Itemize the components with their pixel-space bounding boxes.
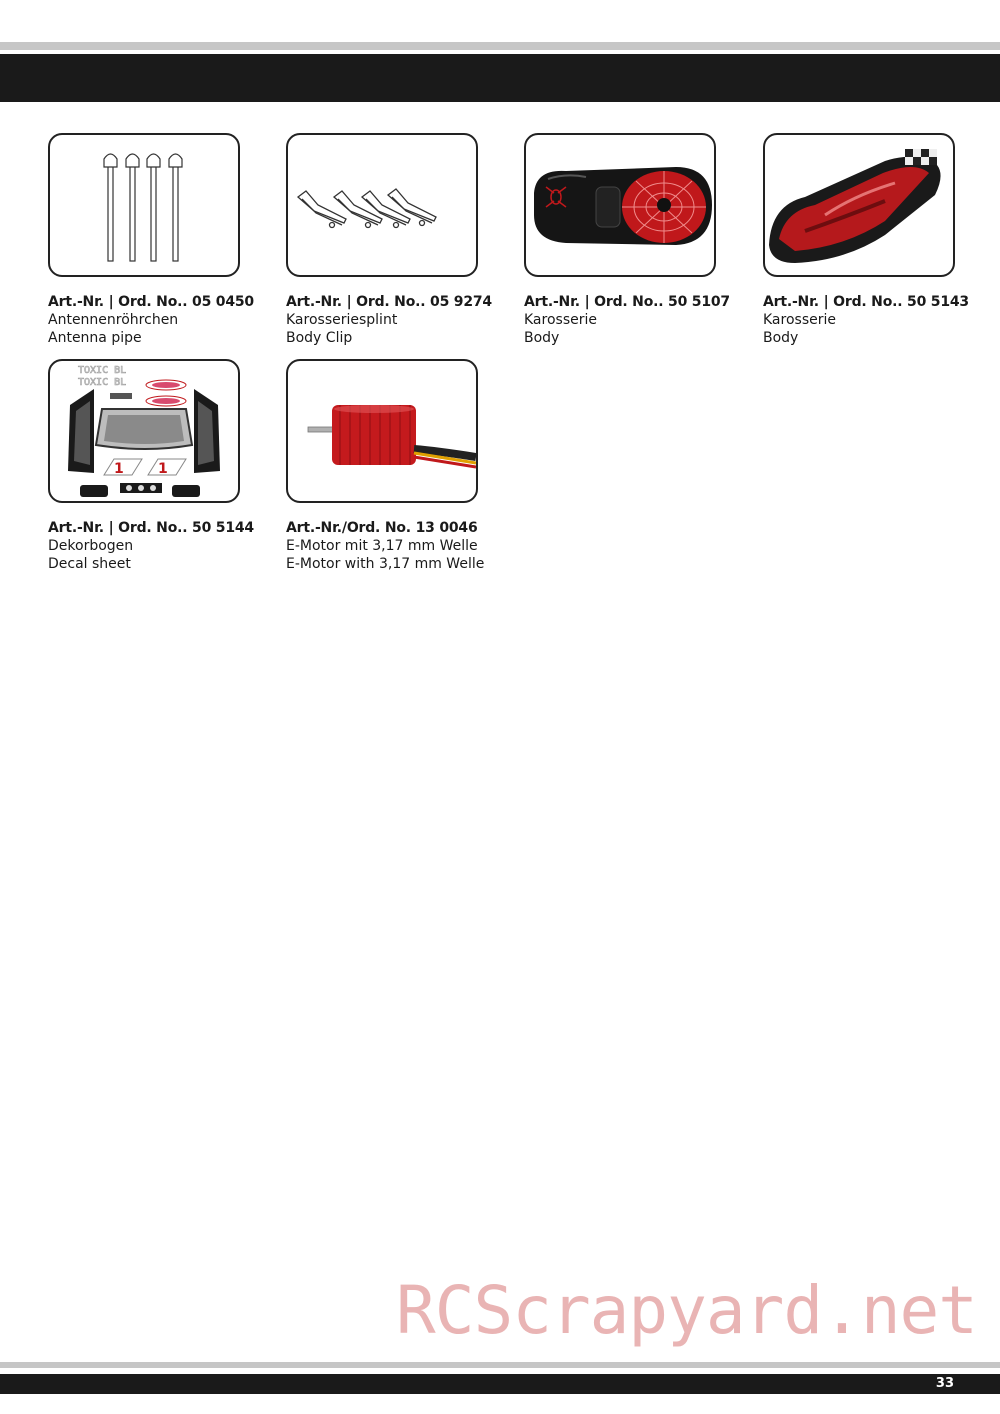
part-name-german: Karosserie	[763, 312, 836, 328]
body-shell-image	[526, 135, 714, 275]
article-number: Art.-Nr. | Ord. No.. 50 5107	[524, 294, 730, 310]
part-image-frame	[48, 359, 240, 503]
article-number: Art.-Nr. | Ord. No.. 50 5144	[48, 520, 254, 536]
part-card-antenna-pipe	[48, 133, 254, 347]
part-card-body-spider	[524, 133, 730, 347]
watermark: RCScrapyard.net	[396, 1272, 978, 1349]
part-name-german: Karosseriesplint	[286, 312, 398, 328]
part-card-body-clip	[286, 133, 492, 347]
antenna-pipe-image	[50, 135, 238, 275]
header-rule	[0, 42, 1000, 50]
decal-number-2: 1	[158, 461, 168, 477]
part-card-body-red	[763, 133, 969, 347]
body-shell-image	[765, 135, 953, 275]
article-number: Art.-Nr. | Ord. No.. 05 0450	[48, 294, 254, 310]
part-name-german: E-Motor mit 3,17 mm Welle	[286, 538, 478, 554]
body-clip-image	[288, 135, 476, 275]
part-name-english: Body Clip	[286, 330, 353, 346]
part-name-german: Antennenröhrchen	[48, 312, 179, 328]
footer-band	[0, 1374, 1000, 1394]
article-number: Art.-Nr./Ord. No. 13 0046	[286, 520, 478, 536]
part-name-english: Body	[763, 330, 799, 346]
part-name-english: E-Motor with 3,17 mm Welle	[286, 556, 485, 572]
part-card-e-motor	[286, 359, 485, 573]
part-name-german: Karosserie	[524, 312, 597, 328]
article-number: Art.-Nr. | Ord. No.. 05 9274	[286, 294, 492, 310]
part-card-decal-sheet	[48, 359, 254, 573]
e-motor-image	[288, 361, 476, 501]
footer-rule	[0, 1362, 1000, 1368]
decal-sheet-image	[50, 361, 238, 501]
part-image-frame	[286, 133, 478, 277]
part-image-frame	[48, 133, 240, 277]
part-name-german: Dekorbogen	[48, 538, 134, 554]
decal-number-1: 1	[114, 461, 124, 477]
part-image-frame	[763, 133, 955, 277]
page-number: 33	[935, 1376, 954, 1391]
article-number: Art.-Nr. | Ord. No.. 50 5143	[763, 294, 969, 310]
header-band	[0, 54, 1000, 102]
part-name-english: Decal sheet	[48, 556, 131, 572]
part-name-english: Body	[524, 330, 560, 346]
decal-text-2: TOXIC BL	[78, 377, 127, 388]
part-image-frame	[524, 133, 716, 277]
part-name-english: Antenna pipe	[48, 330, 142, 346]
decal-text-1: TOXIC BL	[78, 365, 127, 376]
part-image-frame	[286, 359, 478, 503]
